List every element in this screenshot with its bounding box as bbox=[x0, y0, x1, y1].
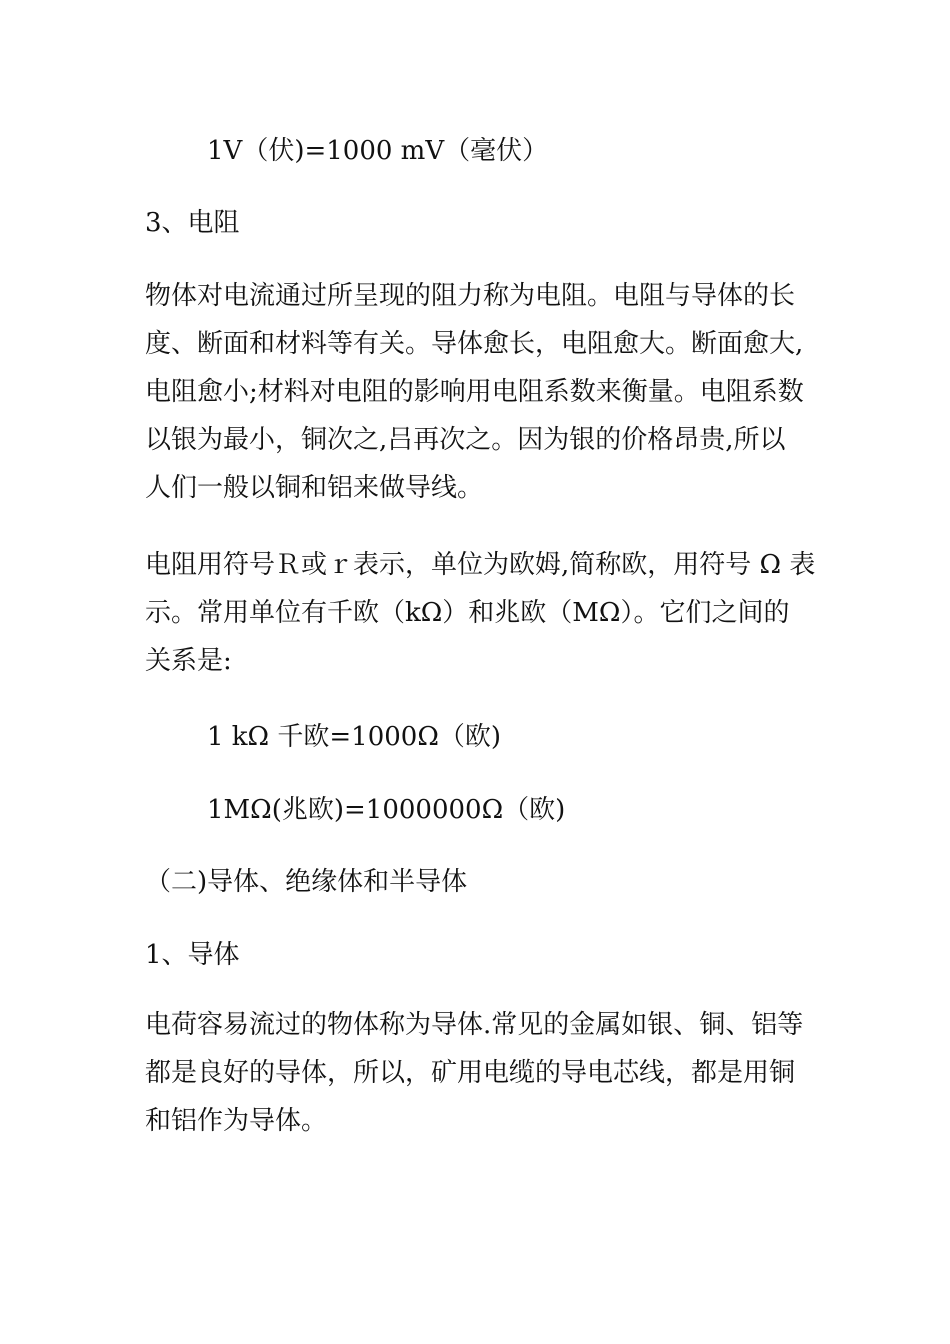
paragraph-resistance-symbol bbox=[145, 541, 816, 685]
paragraph-line: 关系是: bbox=[145, 646, 232, 676]
paragraph-line: 以银为最小，铜次之,吕再次之。因为银的价格昂贵,所以 bbox=[145, 425, 786, 455]
paragraph-conductor bbox=[145, 1001, 805, 1145]
paragraph-line: 电阻用符号Ｒ或ｒ表示，单位为欧姆,简称欧，用符号 Ω 表 bbox=[145, 550, 816, 580]
paragraph-line: 示。常用单位有千欧（kΩ）和兆欧（MΩ）。它们之间的 bbox=[145, 598, 790, 628]
paragraph-line: 电荷容易流过的物体称为导体.常见的金属如银、铜、铝等 bbox=[145, 1010, 804, 1040]
paragraph-line: 人们一般以铜和铝来做导线。 bbox=[145, 473, 484, 503]
unit-conversion-kiloohm: 1 kΩ 千欧=1000Ω（欧) bbox=[207, 722, 502, 752]
paragraph-line: 和铝作为导体。 bbox=[145, 1106, 328, 1136]
paragraph-line: 都是良好的导体，所以，矿用电缆的导电芯线，都是用铜 bbox=[145, 1058, 796, 1088]
paragraph-resistance-definition bbox=[145, 272, 805, 512]
heading-conductor: 1、导体 bbox=[145, 940, 240, 970]
heading-resistance: 3、电阻 bbox=[145, 208, 240, 238]
paragraph-line: 物体对电流通过所呈现的阻力称为电阻。电阻与导体的长 bbox=[145, 281, 796, 311]
unit-conversion-volt: 1V（伏)=1000 mV（毫伏） bbox=[207, 136, 549, 166]
paragraph-line: 度、断面和材料等有关。导体愈长，电阻愈大。断面愈大, bbox=[145, 329, 804, 359]
paragraph-line: 电阻愈小;材料对电阻的影响用电阻系数来衡量。电阻系数 bbox=[145, 377, 804, 407]
heading-section-two: （二)导体、绝缘体和半导体 bbox=[145, 867, 468, 897]
unit-conversion-megaohm: 1MΩ(兆欧)=1000000Ω（欧) bbox=[207, 795, 566, 825]
